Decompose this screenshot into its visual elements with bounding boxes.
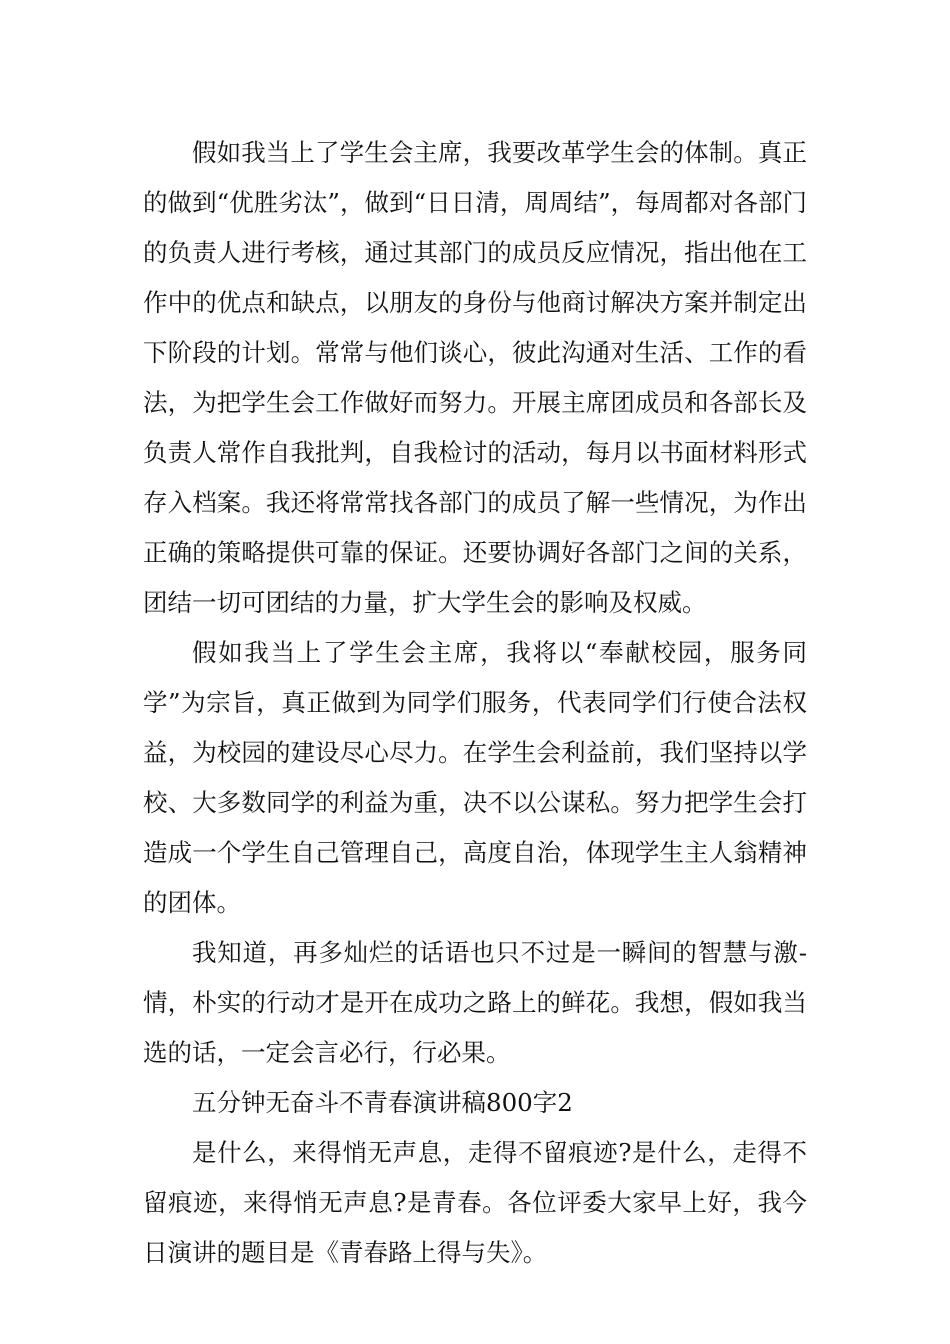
paragraph-service: 假如我当上了学生会主席，我将以“奉献校园，服务同学”为宗旨，真正做到为同学们服务，代表同学们行使合法权益，为校园的建设尽心尽力。在学生会利益前，我们坚持以学校、大多数同学的利益为重，决不以公谋私。努力把学生会打造成一个学生自己管理自己，高度自治，体现学生主人翁精神的团体。: [143, 638, 807, 917]
document-body: [143, 128, 807, 1278]
paragraph-youth: 是什么，来得悄无声息，走得不留痕迹?是什么，走得不留痕迹，来得悄无声息?是青春。各位评委大家早上好，我今日演讲的题目是《青春路上得与失》。: [143, 1138, 807, 1267]
section-title: 五分钟无奋斗不青春演讲稿800字2: [192, 1088, 573, 1117]
paragraph-action: 我知道，再多灿烂的话语也只不过是一瞬间的智慧与激-情，朴实的行动才是开在成功之路上的鲜花。我想，假如我当选的话，一定会言必行，行必果。: [143, 938, 807, 1067]
paragraph-reform: 假如我当上了学生会主席，我要改革学生会的体制。真正的做到“优胜劣汰”，做到“日日清，周周结”，每周都对各部门的负责人进行考核，通过其部门的成员反应情况，指出他在工作中的优点和缺点，以朋友的身份与他商讨解决方案并制定出下阶段的计划。常常与他们谈心，彼此沟通对生活、工作的看法，为把学生会工作做好而努力。开展主席团成员和各部长及负责人常作自我批判，自我检讨的活动，每月以书面材料形式存入档案。我还将常常找各部门的成员了解一些情况，为作出正确的策略提供可靠的保证。还要协调好各部门之间的关系，团结一切可团结的力量，扩大学生会的影响及权威。: [143, 138, 807, 617]
